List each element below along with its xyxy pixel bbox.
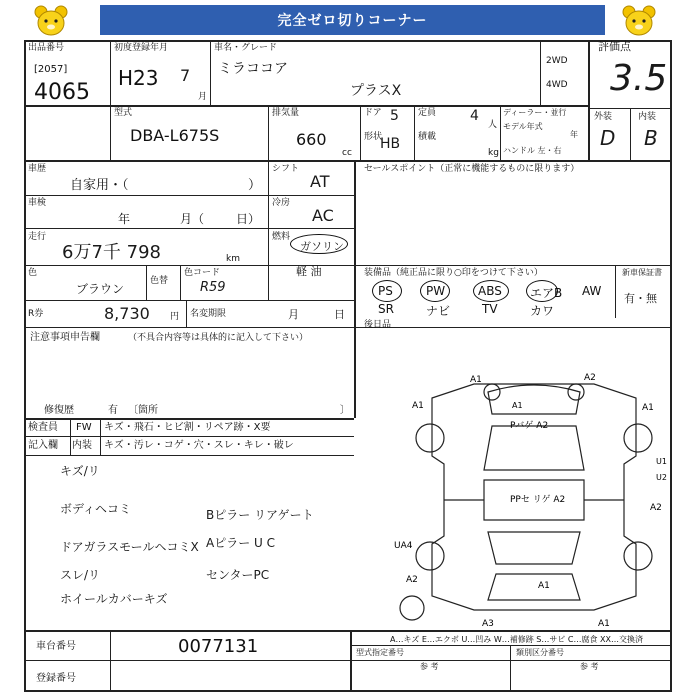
equip-circle [420, 280, 450, 302]
capacity-label: 定員 [418, 108, 437, 118]
note-right: Bピラー リアゲート [206, 508, 314, 522]
report-label: 注意事項申告欄 [30, 332, 100, 343]
type-ref: 参 考 [420, 662, 439, 671]
chassis-label: 車台番号 [36, 641, 76, 652]
equip-abs: ABS [478, 284, 502, 298]
color-change-label: 色替 [150, 276, 169, 286]
equipment-label: 装備品（純正品に限り○印をつけて下さい） [364, 268, 543, 278]
inspection-month: 月（ [180, 212, 205, 226]
model-year-label: モデル年式 [503, 122, 543, 131]
car-name-label: 車名・グレード [214, 43, 278, 53]
model-label: 型式 [114, 108, 133, 118]
rear-items-label: 後日品 [364, 320, 392, 330]
inspector-label: 検査員 [28, 422, 58, 433]
dealer-label: ディーラー・並行 [503, 108, 567, 117]
registration-label: 登録番号 [36, 673, 76, 684]
displacement-label: 排気量 [272, 108, 300, 118]
damage-mark: A2 [406, 575, 418, 585]
transfer-month: 月 [288, 308, 299, 321]
warranty-value: 有・無 [624, 292, 657, 305]
sales-point-label: セールスポイント（正常に機能するものに限ります） [364, 164, 580, 174]
damage-mark: PPセ リゲ A2 [510, 495, 566, 505]
damage-mark: U2 [656, 473, 667, 482]
damage-mark: A1 [412, 401, 424, 411]
model-value: DBA-L675S [130, 126, 220, 145]
shape-label: 形状 [364, 132, 383, 142]
damage-mark: A2 [650, 503, 662, 513]
history-label: 車歴 [28, 164, 47, 174]
bear-icon [620, 4, 658, 38]
first-reg-label: 初度登録年月 [114, 43, 169, 53]
damage-mark: A1 [512, 401, 523, 410]
color-value: ブラウン [76, 282, 125, 296]
class-ref: 参 考 [580, 662, 599, 671]
equip-leather: カワ [530, 304, 555, 318]
fuel-label: 燃料 [272, 232, 291, 242]
interior-head: 内装 [72, 440, 92, 451]
equip-tv: TV [482, 302, 498, 316]
damage-mark: A1 [538, 581, 550, 591]
inspection-day: 日） [236, 212, 261, 226]
note-left: ボディヘコミ [60, 502, 132, 516]
repair-has: 有 [108, 405, 118, 416]
equip-pw: PW [426, 284, 446, 298]
car-damage-diagram [392, 360, 672, 628]
first-reg-year: H23 [118, 66, 159, 90]
note-left: スレ/リ [60, 568, 101, 582]
fuel-diesel: 軽 油 [296, 265, 322, 278]
capacity-unit: 人 [488, 120, 498, 130]
warranty-label: 新車保証書 [622, 268, 662, 277]
car-name: ミラココア [218, 61, 288, 77]
lot-label: 出品番号 [28, 43, 65, 53]
color-label: 色 [28, 268, 38, 278]
equip-circle [473, 280, 509, 302]
lot-number: 4065 [34, 80, 90, 105]
damage-mark: U1 [656, 457, 667, 466]
capacity-value: 4 [470, 108, 479, 124]
interior-items: キズ・汚レ・コゲ・穴・スレ・キレ・破レ [104, 440, 294, 451]
recycle-label: R券 [28, 309, 44, 319]
fuel-circle [290, 234, 348, 254]
bear-icon [32, 4, 70, 38]
note-left: ホイールカバーキズ [60, 592, 168, 606]
ext-grade: D [600, 126, 616, 150]
fw-items: キズ・飛石・ヒビ割・リペア跡・X要 [104, 422, 271, 433]
damage-mark: Pバゲ A2 [510, 421, 549, 431]
header-title: 完全ゼロ切りコーナー [277, 13, 428, 29]
fw-head: FW [76, 422, 92, 433]
equip-aw: AW [582, 284, 602, 298]
mileage-unit: km [226, 254, 240, 264]
recycle-unit: 円 [170, 312, 180, 322]
doors-value: 5 [390, 108, 399, 124]
class-number-label: 類別区分番号 [516, 648, 564, 657]
damage-mark: UA4 [394, 541, 413, 551]
transfer-label: 名変期限 [190, 309, 227, 319]
load-label: 積載 [418, 132, 437, 142]
shift-value: AT [310, 172, 330, 191]
mileage-value: 6万7千 798 [62, 242, 161, 263]
color-code-label: 色コード [184, 268, 221, 278]
displacement-value: 660 [296, 130, 327, 149]
drive-2wd: 2WD [546, 56, 568, 66]
displacement-unit: cc [342, 148, 352, 158]
equip-sr: SR [378, 302, 394, 316]
repair-close: 〕 [340, 405, 350, 416]
load-unit: kg [488, 148, 499, 158]
report-note: （不具合内容等は具体的に記入して下さい） [128, 333, 309, 343]
score-label: 評価点 [598, 40, 631, 53]
handle-label: ハンドル 左・右 [503, 146, 562, 155]
damage-mark: A1 [598, 619, 610, 628]
header-banner [100, 5, 605, 35]
int-label: 内装 [638, 112, 657, 122]
equip-circle [372, 280, 402, 302]
note-right: Aピラー U C [206, 536, 276, 550]
shift-label: シフト [272, 164, 300, 174]
history-close: ） [248, 178, 262, 193]
fuel-gas: ガソリン [300, 240, 344, 253]
damage-mark: A3 [482, 619, 494, 628]
cooler-value: AC [312, 206, 334, 225]
score-value: 3.5 [610, 58, 668, 99]
note-left: キズ/リ [60, 464, 100, 478]
lot-sub: [2057] [34, 64, 68, 75]
note-right: センターPC [206, 568, 270, 582]
equip-ps: PS [378, 284, 393, 298]
car-grade: プラスX [350, 83, 402, 99]
transfer-day: 日 [334, 308, 345, 321]
equip-airbag: エアB [530, 286, 563, 300]
shape-value: HB [380, 136, 401, 152]
damage-mark: A1 [642, 403, 654, 413]
chassis-value: 0077131 [178, 636, 259, 657]
inspection-label: 車検 [28, 198, 47, 208]
drive-4wd: 4WD [546, 80, 568, 90]
damage-mark: A1 [470, 375, 482, 385]
first-reg-month-unit: 月 [198, 92, 208, 102]
history-value: 自家用・（ [70, 178, 129, 193]
damage-legend: A…キズ E…エクボ U…凹み W…補修跡 S…サビ C…腐食 XX…交換済 [390, 635, 644, 644]
equip-navi: ナビ [426, 304, 451, 318]
repair-place: 〔箇所 [128, 405, 158, 416]
color-code: R59 [200, 280, 226, 295]
equip-circle [526, 280, 558, 302]
first-reg-month: 7 [180, 66, 191, 85]
recycle-value: 8,730 [104, 304, 150, 323]
note-left: ドアガラスモールヘコミX [60, 540, 199, 554]
mileage-label: 走行 [28, 232, 47, 242]
doors-label: ドア [364, 108, 382, 118]
inspection-year: 年 [118, 212, 131, 226]
ext-label: 外装 [594, 112, 613, 122]
repair-label: 修復歴 [44, 405, 74, 416]
type-number-label: 型式指定番号 [356, 648, 404, 657]
cooler-label: 冷房 [272, 198, 291, 208]
model-year-unit: 年 [570, 130, 578, 139]
int-grade: B [644, 126, 658, 150]
inspector-label2: 記入欄 [28, 440, 58, 451]
damage-mark: A2 [584, 373, 596, 383]
